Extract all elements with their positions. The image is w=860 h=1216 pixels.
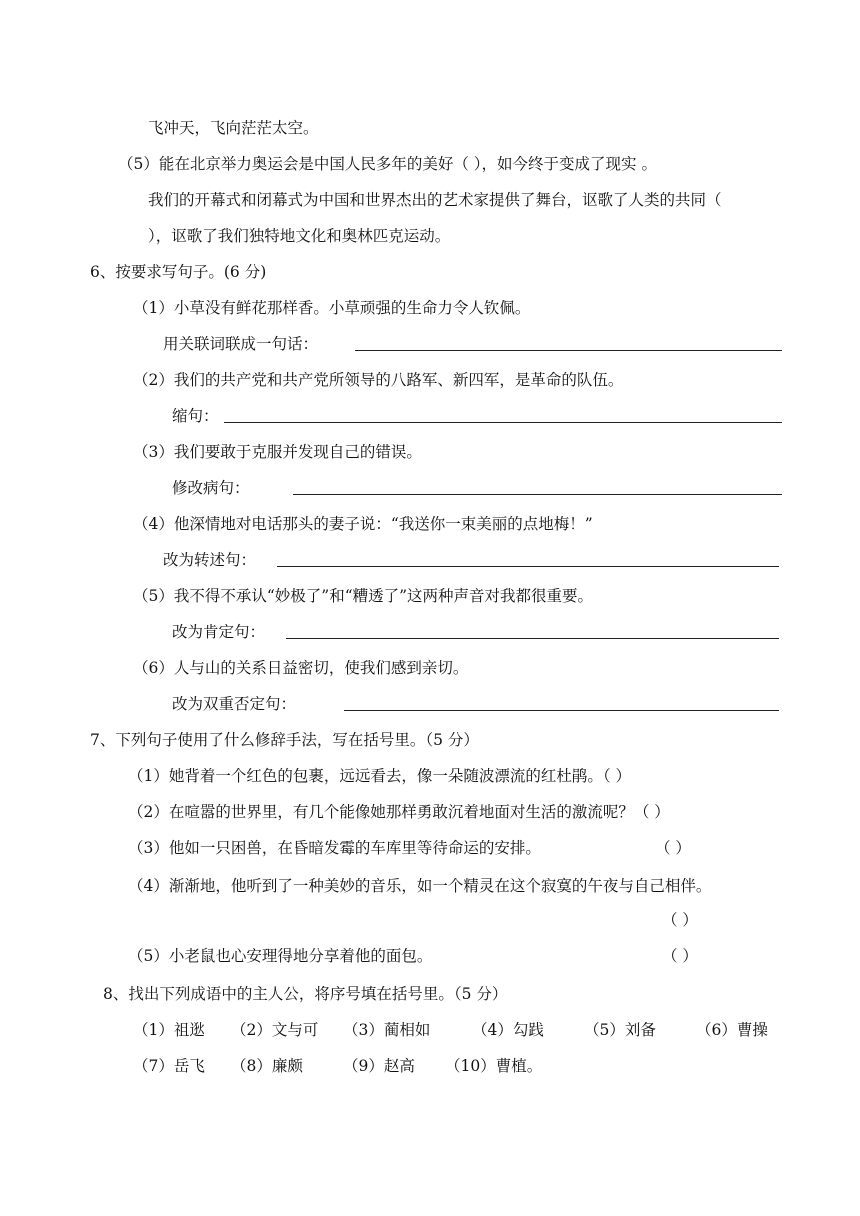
q5-item5-line1: （5）能在北京举力奥运会是中国人民多年的美好（ ），如今终于变成了现实 。 bbox=[118, 155, 657, 173]
q6-item-3-prompt: 修改病句： bbox=[172, 479, 250, 497]
q8-option-4: （4）勾践 bbox=[472, 1021, 544, 1039]
q7-item-3-answer-paren[interactable]: （ ） bbox=[655, 839, 691, 857]
q8-option-6: （6）曹操 bbox=[696, 1021, 768, 1039]
q5-item5-line3: ），讴歌了我们独特地文化和奥林匹克运动。 bbox=[148, 227, 451, 245]
q7-item-3: （3）他如一只困兽，在昏暗发霉的车库里等待命运的安排。 bbox=[128, 839, 541, 857]
q7-heading: 7、下列句子使用了什么修辞手法，写在括号里。（5 分） bbox=[90, 731, 479, 749]
q6-item-4-text: （4）他深情地对电话那头的妻子说：“我送你一束美丽的点地梅！” bbox=[133, 515, 593, 533]
q6-item-2-prompt: 缩句： bbox=[172, 407, 219, 425]
q6-item-1-prompt: 用关联词联成一句话： bbox=[163, 335, 319, 353]
q8-option-7: （7）岳飞 bbox=[133, 1057, 205, 1075]
q6-item-5-answer-line[interactable] bbox=[286, 638, 779, 639]
q8-option-3: （3）蔺相如 bbox=[343, 1021, 431, 1039]
q8-option-10: （10）曹植。 bbox=[445, 1057, 543, 1075]
q7-item-4-answer-paren[interactable]: （ ） bbox=[662, 911, 698, 929]
q7-item-2: （2）在喧嚣的世界里，有几个能像她那样勇敢沉着地面对生活的激流呢？（ ） bbox=[128, 803, 670, 821]
q8-option-2: （2）文与可 bbox=[231, 1021, 319, 1039]
q6-item-6-answer-line[interactable] bbox=[344, 710, 779, 711]
q5-item5-line2: 我们的开幕式和闭幕式为中国和世界杰出的艺术家提供了舞台，讴歌了人类的共同（ bbox=[148, 191, 722, 209]
q8-heading: 8、找出下列成语中的主人公，将序号填在括号里。（5 分） bbox=[103, 985, 508, 1003]
q7-item-1: （1）她背着一个红色的包裹，远远看去，像一朵随波漂流的红杜鹃。（ ） bbox=[128, 767, 632, 785]
q7-item-4: （4）渐渐地，他听到了一种美妙的音乐，如一个精灵在这个寂寞的午夜与自己相伴。 bbox=[128, 877, 712, 895]
q6-item-5-prompt: 改为肯定句： bbox=[172, 623, 266, 641]
q6-item-6-text: （6）人与山的关系日益密切，使我们感到亲切。 bbox=[133, 659, 469, 677]
q8-option-1: （1）祖逖 bbox=[133, 1021, 205, 1039]
q6-item-4-prompt: 改为转述句： bbox=[163, 551, 257, 569]
q6-item-4-answer-line[interactable] bbox=[277, 566, 779, 567]
q6-item-3-text: （3）我们要敢于克服并发现自己的错误。 bbox=[133, 443, 422, 461]
q8-option-8: （8）廉颇 bbox=[231, 1057, 303, 1075]
q6-item-1-text: （1）小草没有鲜花那样香。小草顽强的生命力令人钦佩。 bbox=[133, 299, 531, 317]
q6-item-3-answer-line[interactable] bbox=[293, 494, 782, 495]
q6-item-2-text: （2）我们的共产党和共产党所领导的八路军、新四军，是革命的队伍。 bbox=[133, 371, 624, 389]
q8-option-9: （9）赵高 bbox=[343, 1057, 415, 1075]
q6-item-5-text: （5）我不得不承认“妙极了”和“糟透了”这两种声音对我都很重要。 bbox=[133, 587, 594, 605]
q7-item-5: （5）小老鼠也心安理得地分享着他的面包。 bbox=[128, 947, 433, 965]
q6-item-1-answer-line[interactable] bbox=[355, 350, 782, 351]
q6-heading: 6、按要求写句子。(6 分) bbox=[90, 263, 267, 281]
q6-item-2-answer-line[interactable] bbox=[224, 422, 782, 423]
q8-option-5: （5）刘备 bbox=[584, 1021, 656, 1039]
q6-item-6-prompt: 改为双重否定句： bbox=[172, 695, 297, 713]
q7-item-5-answer-paren[interactable]: （ ） bbox=[662, 947, 698, 965]
q5-continuation-line: 飞冲天，飞向茫茫太空。 bbox=[148, 119, 319, 137]
